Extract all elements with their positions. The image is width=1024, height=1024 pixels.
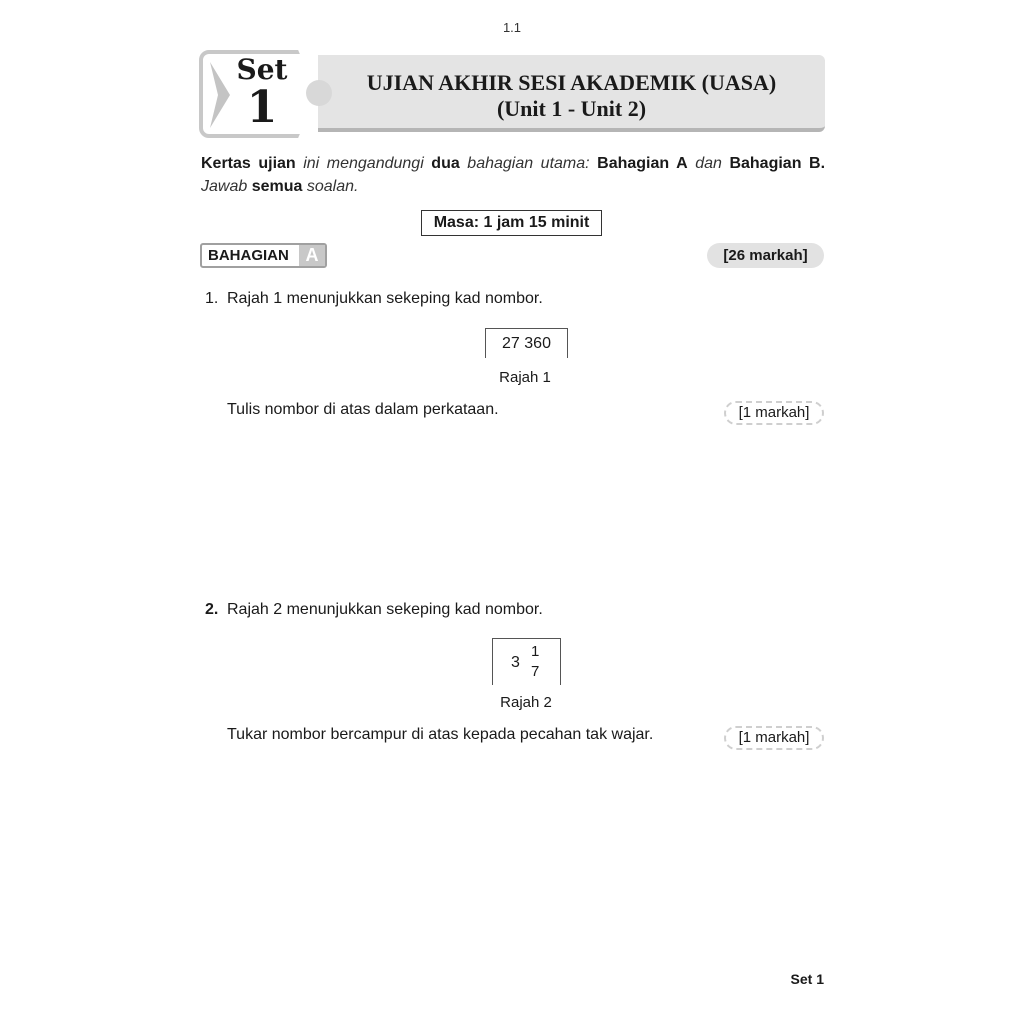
instructions-line-1 xyxy=(201,152,825,175)
number-card-1: 27 360 xyxy=(485,328,568,358)
question-1-number: 1. xyxy=(205,290,219,307)
set-label: Set xyxy=(236,53,288,86)
instructions-line-1-run: Bahagian A xyxy=(597,155,688,172)
question-1-intro: Rajah 1 menunjukkan sekeping kad nombor. xyxy=(227,290,543,307)
page-number-top: 1.1 xyxy=(502,20,522,35)
exam-subtitle: (Unit 1 - Unit 2) xyxy=(496,96,647,121)
question-1-task: Tulis nombor di atas dalam perkataan. xyxy=(227,401,499,418)
instructions-line-2 xyxy=(201,175,825,198)
instructions-line-1-run: Kertas ujian xyxy=(201,155,296,172)
instructions-line-2-run: Jawab xyxy=(201,178,252,195)
instructions-line-1-run: dan xyxy=(687,155,730,172)
figure-2-caption: Rajah 2 xyxy=(500,694,552,711)
instructions-line-2-run: semua xyxy=(251,178,303,195)
set-number: 1 xyxy=(246,82,278,133)
time-allowed: Masa: 1 jam 15 minit xyxy=(421,210,602,236)
exam-title: UJIAN AKHIR SESI AKADEMIK (UASA) xyxy=(366,70,777,95)
number-card-2 xyxy=(492,638,561,685)
instructions-line-2-run: soalan. xyxy=(302,178,359,195)
page-footer-set-label: Set 1 xyxy=(790,971,824,987)
question-2-number: 2. xyxy=(205,601,219,618)
question-2-intro: Rajah 2 menunjukkan sekeping kad nombor. xyxy=(227,601,543,618)
mixed-number-whole: 3 xyxy=(511,654,520,671)
section-total-marks: [26 markah] xyxy=(707,243,824,268)
instructions-line-1-run: ini mengandungi xyxy=(295,155,432,172)
fraction-numerator: 1 xyxy=(531,643,540,660)
section-word: BAHAGIAN xyxy=(208,247,289,264)
question-2-task: Tukar nombor bercampur di atas kepada pecahan tak wajar. xyxy=(227,726,654,743)
instructions-line-1-run: Bahagian B. xyxy=(729,155,826,172)
section-label xyxy=(200,243,327,268)
instructions-line-1-run: dua xyxy=(431,155,460,172)
figure-1-caption: Rajah 1 xyxy=(499,369,551,386)
instructions-line-1-run: bahagian utama: xyxy=(459,155,598,172)
question-1-marks: [1 markah] xyxy=(724,401,824,425)
section-letter: A xyxy=(299,245,325,266)
fraction-denominator: 7 xyxy=(531,663,540,680)
question-2-marks: [1 markah] xyxy=(724,726,824,750)
